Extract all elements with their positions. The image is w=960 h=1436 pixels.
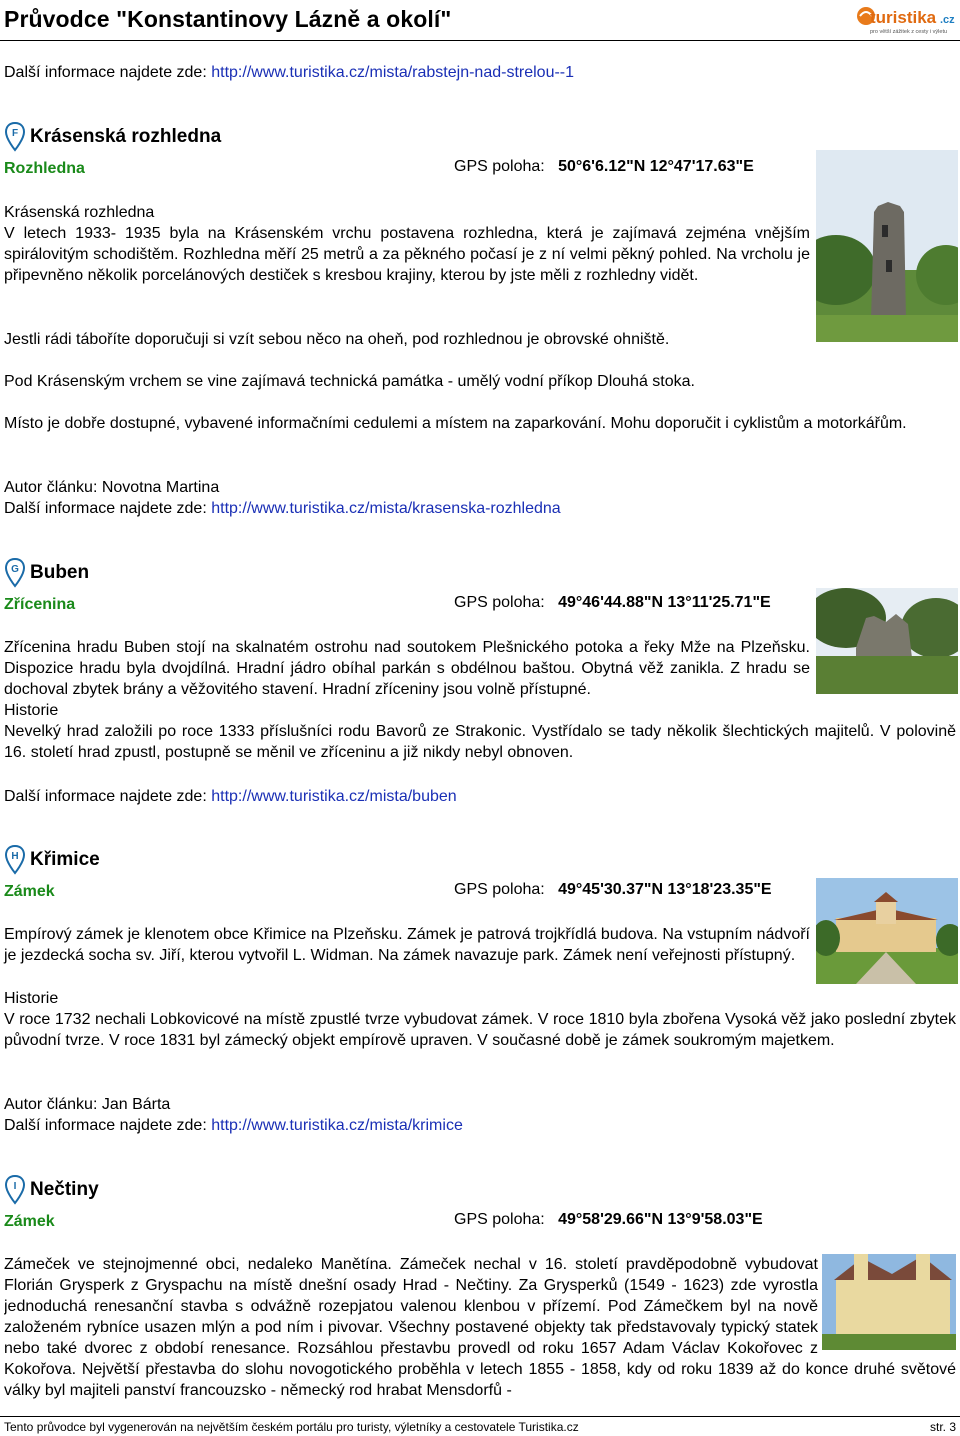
gps-position [454, 1211, 763, 1229]
paragraph: Krásenská rozhledna [4, 204, 155, 221]
info-link[interactable]: http://www.turistika.cz/mista/krasenska-rozhledna [211, 500, 561, 517]
info-label: Další informace najdete zde: [4, 788, 207, 805]
info-line [4, 498, 561, 519]
gps-label: GPS poloha: [454, 881, 545, 898]
subheading-historie: Historie [4, 990, 59, 1007]
paragraph: Pod Krásenským vrchem se vine zajímavá technická památka - umělý vodní příkop Dlouhá stoka. [4, 373, 695, 390]
info-label: Další informace najdete zde: [4, 1117, 207, 1134]
map-pin-icon [4, 1175, 26, 1205]
paragraph: Zřícenina hradu Buben stojí na skalnatém ostrohu nad soutokem Plešnického potoka a řeky Mže na Plzeňsku. Dispozice hradu byla dvojdílná. Hradní jádro obíhal parkán s obdélnou baštou. Obytná věž zanikla. Z hradu se dochoval zbytek brány a věžovitého stavení. Hradní zříceniny jsou volně přístupné. [4, 639, 810, 698]
section-category: Zřícenina [4, 596, 76, 613]
info-line [4, 1115, 463, 1136]
gps-position [454, 158, 754, 176]
footer-text: Tento průvodce byl vygenerován na největším českém portálu pro turisty, výletníky a cestovatele Turistika.cz [4, 1420, 579, 1434]
paragraph: Empírový zámek je klenotem obce Křimice na Plzeňsku. Zámek je patrová trojkřídlá budova. Na vstupním nádvoří je jezdecká socha sv. Jiří, kterou vytvořil L. Widman. Na zámek navazuje park. Zámek není veřejnosti přístupný. [4, 926, 810, 964]
rozhledna-photo [816, 150, 958, 342]
info-link[interactable]: http://www.turistika.cz/mista/krimice [211, 1117, 463, 1134]
gps-value: 50°6'6.12"N 12°47'17.63"E [558, 158, 754, 175]
author: Autor článku: Jan Bárta [4, 1096, 171, 1113]
section-category: Rozhledna [4, 160, 85, 177]
page-header [0, 0, 960, 41]
section-category: Zámek [4, 883, 55, 900]
svg-text:turistika: turistika [870, 8, 937, 27]
paragraph: Místo je dobře dostupné, vybavené informačními cedulemi a místem na zaparkování. Mohu doporučit i cyklistům a motorkářům. [4, 415, 907, 432]
page-footer [0, 1416, 960, 1434]
map-pin-icon [4, 122, 26, 152]
paragraph: V roce 1732 nechali Lobkovicové na místě zpustlé tvrze vybudovat zámek. V roce 1810 byla zbořena Vysoká věž jako poslední zbytek původní tvrze. V roce 1831 byl zámecký objekt empírově upraven. V současné době je zámek soukromým majetkem. [4, 1011, 956, 1049]
svg-text:F: F [11, 128, 19, 139]
subheading-historie: Historie [4, 702, 59, 719]
svg-text:H: H [11, 851, 19, 862]
section-description [4, 202, 810, 286]
gps-position [454, 594, 771, 612]
paragraph: V letech 1933- 1935 byla na Krásenském vrchu postavena rozhledna, která je zajímavá zejména vnějším spirálovitým schodištěm. Rozhledna měří 25 metrů a za pěkného počasí je z ní velmi pěkný pohled. Na vrcholu je připevněno několik porcelánových destiček s kresbou krajiny, kterou by jste měli z rozhledny vidět. [4, 225, 810, 284]
guide-title: Průvodce "Konstantinovy Lázně a okolí" [4, 6, 452, 32]
page-number: str. 3 [929, 1420, 956, 1434]
paragraph: Jestli rádi táboříte doporučuji si vzít sebou něco na oheň, pod rozhlednou je obrovské ohniště. [4, 331, 670, 348]
buben-photo [816, 588, 958, 694]
info-line [4, 786, 457, 807]
svg-text:.cz: .cz [940, 14, 955, 26]
section-category: Zámek [4, 1213, 55, 1230]
section-name: Buben [30, 562, 90, 583]
info-link[interactable]: http://www.turistika.cz/mista/rabstejn-nad-strelou--1 [211, 64, 575, 81]
author: Autor článku: Novotna Martina [4, 479, 220, 496]
gps-position [454, 881, 772, 899]
krimice-photo [816, 878, 958, 984]
svg-text:G: G [11, 564, 19, 575]
turistika-logo [856, 2, 956, 36]
gps-label: GPS poloha: [454, 158, 545, 175]
svg-text:I: I [13, 1181, 17, 1192]
map-pin-icon [4, 558, 26, 588]
paragraph: Nevelký hrad založili po roce 1333 příslušníci rodu Bavorů ze Strakonic. Vystřídalo se tady několik šlechtických majitelů. V polovině 16. století hrad zpustl, postupně se měnil ve zříceninu a již nikdy nebyl obnoven. [4, 723, 956, 761]
gps-value: 49°45'30.37"N 13°18'23.35"E [558, 881, 772, 898]
gps-label: GPS poloha: [454, 594, 545, 611]
info-label: Další informace najdete zde: [4, 64, 207, 81]
gps-label: GPS poloha: [454, 1211, 545, 1228]
section-name: Nečtiny [30, 1179, 99, 1200]
gps-value: 49°58'29.66"N 13°9'58.03"E [558, 1211, 763, 1228]
section-name: Krásenská rozhledna [30, 126, 222, 147]
nectiny-photo [822, 1254, 956, 1350]
top-info-line [4, 62, 574, 83]
section-name: Křimice [30, 849, 100, 870]
info-label: Další informace najdete zde: [4, 500, 207, 517]
gps-value: 49°46'44.88"N 13°11'25.71"E [558, 594, 771, 611]
info-link[interactable]: http://www.turistika.cz/mista/buben [211, 788, 457, 805]
logo-tagline: pro větší zážitek z cesty i výletu [870, 29, 948, 35]
map-pin-icon [4, 845, 26, 875]
paragraph: Zámeček ve stejnojmenné obci, nedaleko Manětína. Zámeček nechal v 16. století pravděpodobně vybudovat Florián Grysperk z Gryspachu na místě dnešní osady Hrad - Nečtiny. Za Grysperků (1549 - 1623) zde vyrostla jednoduchá renesanční stavba s odvážně rozepjatou valenou klenbou v přízemí. Pod Zámečkem byl na nově založeném rybníce usazen mlýn a pod ním i pivovar. Všechny postavené objekty tak představovaly typický statek nebo také dvorec z období renesance. Rozsáhlou přestavbu provedl od roku 1657 Adam Václav Kokořovec z Kokořova. Největší přestavba do slohu novogotického proběhla v letech 1855 - 1858, kdy od roku 1839 až do konce druhé světové války byl majiteli panství francouzsko - německý rod hrabat Mensdorfů - [4, 1254, 956, 1404]
